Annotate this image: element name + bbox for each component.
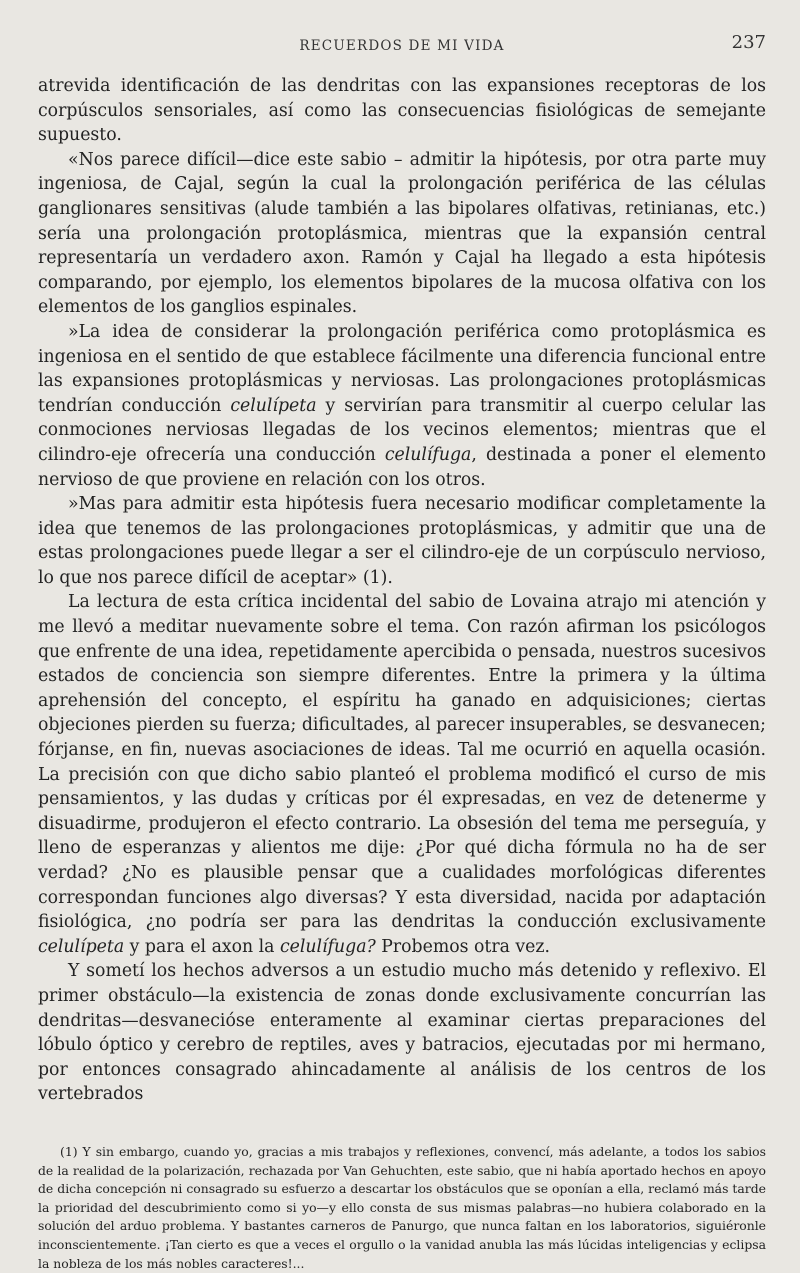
text-run: Probemos otra vez. (375, 936, 550, 957)
footnotes (38, 1143, 766, 1273)
paragraph-quote-start: «Nos parece difícil—dice este sabio – admitir la hipótesis, por otra parte muy ingeniosa, de Cajal, según la cual la prolongación periférica de las células ganglionares sensitivas (alude también a las bipolares olfativas, retinianas, etc.) sería una prolongación protoplásmica, mientras que la expansión central representaría un verdadero axon. Ramón y Cajal ha llegado a esta hipótesis comparando, por ejemplo, los elementos bipolares de la mucosa olfativa con los elementos de los ganglios espinales. (38, 149, 766, 318)
footnote-1: (1) Y sin embargo, cuando yo, gracias a mis trabajos y reflexiones, convencí, más adelante, a todos los sabios de la realidad de la polarización, rechazada por Van Gehuchten, este sabio, que ni había aportado hechos en apoyo de dicha concepción ni consagrado su esfuerzo a descartar los obstáculos que se oponían a ella, reclamó más tarde la prioridad del descubrimiento como si yo—y ello consta de sus mismas palabras—no hubiera colaborado en la solución del arduo problema. Y bastantes carneros de Panurgo, que nunca faltan en los laboratorios, siguiéronle inconscientemente. ¡Tan cierto es que a veces el orgullo o la vanidad anubla las más lúcidas inteligencias y eclipsa la nobleza de los más nobles caracteres!... (38, 1143, 766, 1271)
text-run: y para el axon la (124, 936, 280, 957)
paragraph-continuation: atrevida identificación de las dendritas con las expansiones receptoras de los corpúsculos sensoriales, así como las consecuencias fisiológicas de semejante supuesto. (38, 76, 766, 146)
text-run: »La idea de considerar la prolongación periférica como protoplásmica es ingeniosa en el sentido de que establece fácilmente una diferencia funcional entre las expansiones protoplásmicas y nerviosas. Las prolongaciones protoplásmicas tendrían conducción (38, 321, 766, 416)
body-text (38, 74, 766, 1107)
text-run: y servirían para transmitir al cuerpo celular las conmociones nerviosas llegadas de los vecinos elementos; mientras que el cilindro-eje ofrecería una conducción (38, 395, 766, 465)
page-number: 237 (731, 32, 766, 53)
text-run: La lectura de esta crítica incidental del sabio de Lovaina atrajo mi atención y me llevó a meditar nuevamente sobre el tema. Con razón afirman los psicólogos que enfrente de una idea, repetidamente apercibida o pensada, nuestros sucesivos estados de conciencia son siempre diferentes. Entre la primera y la última aprehensión del concepto, el espíritu ha ganado en adquisiciones; ciertas objeciones pierden su fuerza; dificultades, al parecer insuperables, se desvanecen; fórjanse, en fin, nuevas asociaciones de ideas. Tal me ocurrió en aquella ocasión. La precisión con que dicho sabio planteó el problema modificó el curso de mis pensamientos, y las dudas y críticas por él expresadas, en vez de detenerme y disuadirme, produjeron el efecto contrario. La obsesión del tema me perseguía, y lleno de esperanzas y alientos me dije: ¿Por qué dicha fórmula no ha de ser verdad? ¿No es plausible pensar que a cualidades morfológicas diferentes correspondan funciones algo diversas? Y esta diversidad, nacida por adaptación fisiológica, ¿no podría ser para las dendritas la conducción exclusivamente (38, 592, 766, 933)
text-run: , destinada a poner el elemento nervioso de que proviene en relación con los otros. (38, 444, 766, 490)
paragraph-quote-conduction (38, 320, 766, 492)
paragraph-reflection (38, 590, 766, 959)
paragraph-quote-end: »Mas para admitir esta hipótesis fuera necesario modificar completamente la idea que tenemos de las prolongaciones protoplásmicas, y admitir que una de estas prolongaciones puede llegar a ser el cilindro-eje de un corpúsculo nervioso, lo que nos parece difícil de aceptar» (1). (38, 494, 766, 588)
italic-term: celulífuga? (279, 936, 376, 957)
running-head (38, 30, 766, 58)
italic-term: celulípeta (230, 395, 317, 416)
running-head-title: RECUERDOS DE MI VIDA (299, 38, 505, 54)
italic-term: celulípeta (38, 936, 125, 957)
italic-term: celulífuga (384, 444, 472, 465)
paragraph-study: Y sometí los hechos adversos a un estudio mucho más detenido y reflexivo. El primer obstáculo—la existencia de zonas donde exclusivamente concurrían las dendritas—desvanecióse enteramente al examinar ciertas preparaciones del lóbulo óptico y cerebro de reptiles, aves y batracios, ejecutadas por mi hermano, por entonces consagrado ahincadamente al análisis de los centros de los vertebrados (38, 961, 766, 1105)
